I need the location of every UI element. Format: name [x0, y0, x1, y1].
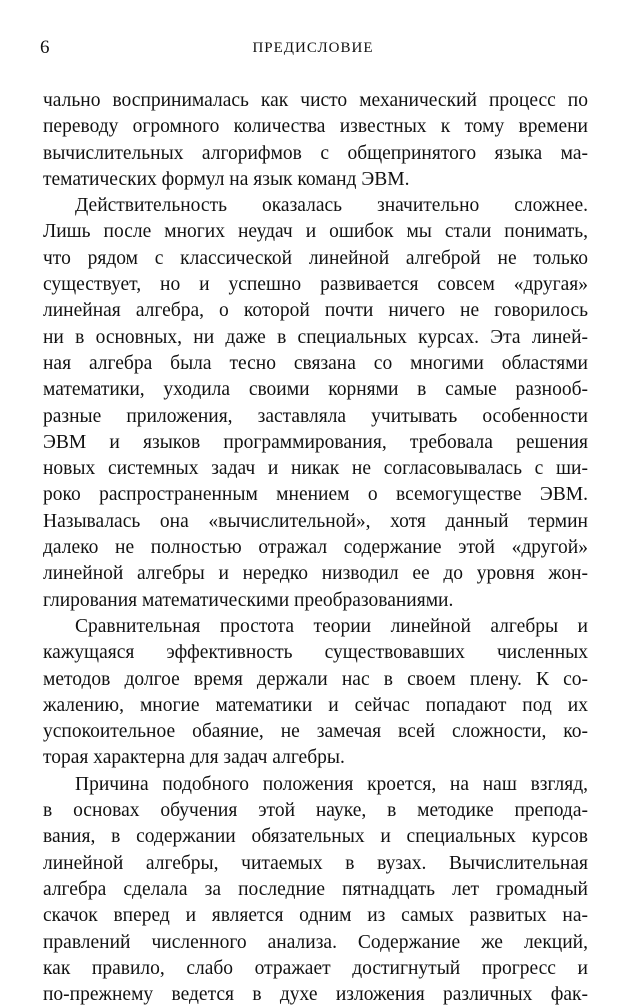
text-line: методов долгое время держали нас в своем плену. К со- — [43, 668, 588, 690]
text-line: Лишь после многих неудач и ошибок мы стали понимать, — [43, 221, 588, 243]
text-line: вания, в содержании обязательных и специальных курсов — [43, 826, 588, 848]
text-line: по-прежнему ведется в духе изложения различных фак- — [43, 984, 588, 1006]
text-line: роко распространенным мнением о всемогуществе ЭВМ. — [43, 484, 588, 506]
text-line: как правило, слабо отражает достигнутый прогресс и — [43, 957, 588, 979]
text-line: алгебра сделала за последние пятнадцать лет громадный — [43, 878, 588, 900]
text-line: глирования математическими преобразованиями. — [43, 589, 454, 611]
text-line: чально воспринималась как чисто механический процесс по — [43, 90, 588, 111]
text-line: линейной алгебры, читаемых в вузах. Вычислительная — [43, 852, 588, 874]
text-line: вычислительных алгорифмов с общепринятого языка ма- — [43, 142, 588, 164]
text-line: ЭВМ и языков программирования, требовала решения — [43, 431, 588, 453]
text-line: жалению, многие математики и сейчас попадают под их — [43, 694, 588, 716]
text-line: успокоительное обаяние, не замечая всей сложности, ко- — [43, 721, 588, 743]
text-line: Сравнительная простота теории линейной алгебры и — [75, 615, 588, 637]
text-line: математики, уходила своими корнями в самые разнооб- — [43, 379, 588, 401]
text-line: правлений численного анализа. Содержание же лекций, — [43, 931, 588, 953]
text-line: что рядом с классической линейной алгеброй не только — [43, 247, 588, 269]
text-line: скачок вперед и является одним из самых развитых на- — [43, 905, 588, 927]
page-number: 6 — [40, 37, 50, 58]
body-text — [43, 88, 588, 1008]
text-line: Называлась она «вычислительной», хотя данный термин — [43, 510, 588, 532]
text-line: в основах обучения этой науке, в методике препода- — [43, 800, 588, 822]
text-line: разные приложения, заставляла учитывать особенности — [43, 405, 588, 427]
text-line: переводу огромного количества известных к тому времени — [43, 116, 588, 138]
text-line: ни в основных, ни даже в специальных курсах. Эта линей- — [43, 326, 588, 348]
text-line: Действительность оказалась значительно сложнее. — [75, 195, 588, 217]
text-line: торая характерна для задач алгебры. — [43, 747, 345, 769]
text-line: новых системных задач и никак не согласовывалась с ши- — [43, 458, 588, 480]
text-line: линейной алгебры и нередко низводил ее до уровня жон- — [43, 563, 588, 585]
text-line: далеко не полностью отражал содержание этой «другой» — [43, 537, 588, 559]
text-line: тематических формул на язык команд ЭВМ. — [43, 168, 410, 190]
text-line: кажущаяся эффективность существовавших численных — [43, 642, 588, 664]
text-line: Причина подобного положения кроется, на наш взгляд, — [75, 773, 588, 795]
text-line: линейная алгебра, о которой почти ничего не говорилось — [43, 300, 588, 322]
running-head-title: ПРЕДИСЛОВИЕ — [252, 40, 374, 56]
text-line: ная алгебра была тесно связана со многими областями — [43, 352, 588, 374]
text-line: существует, но и успешно развивается совсем «другая» — [43, 274, 588, 296]
